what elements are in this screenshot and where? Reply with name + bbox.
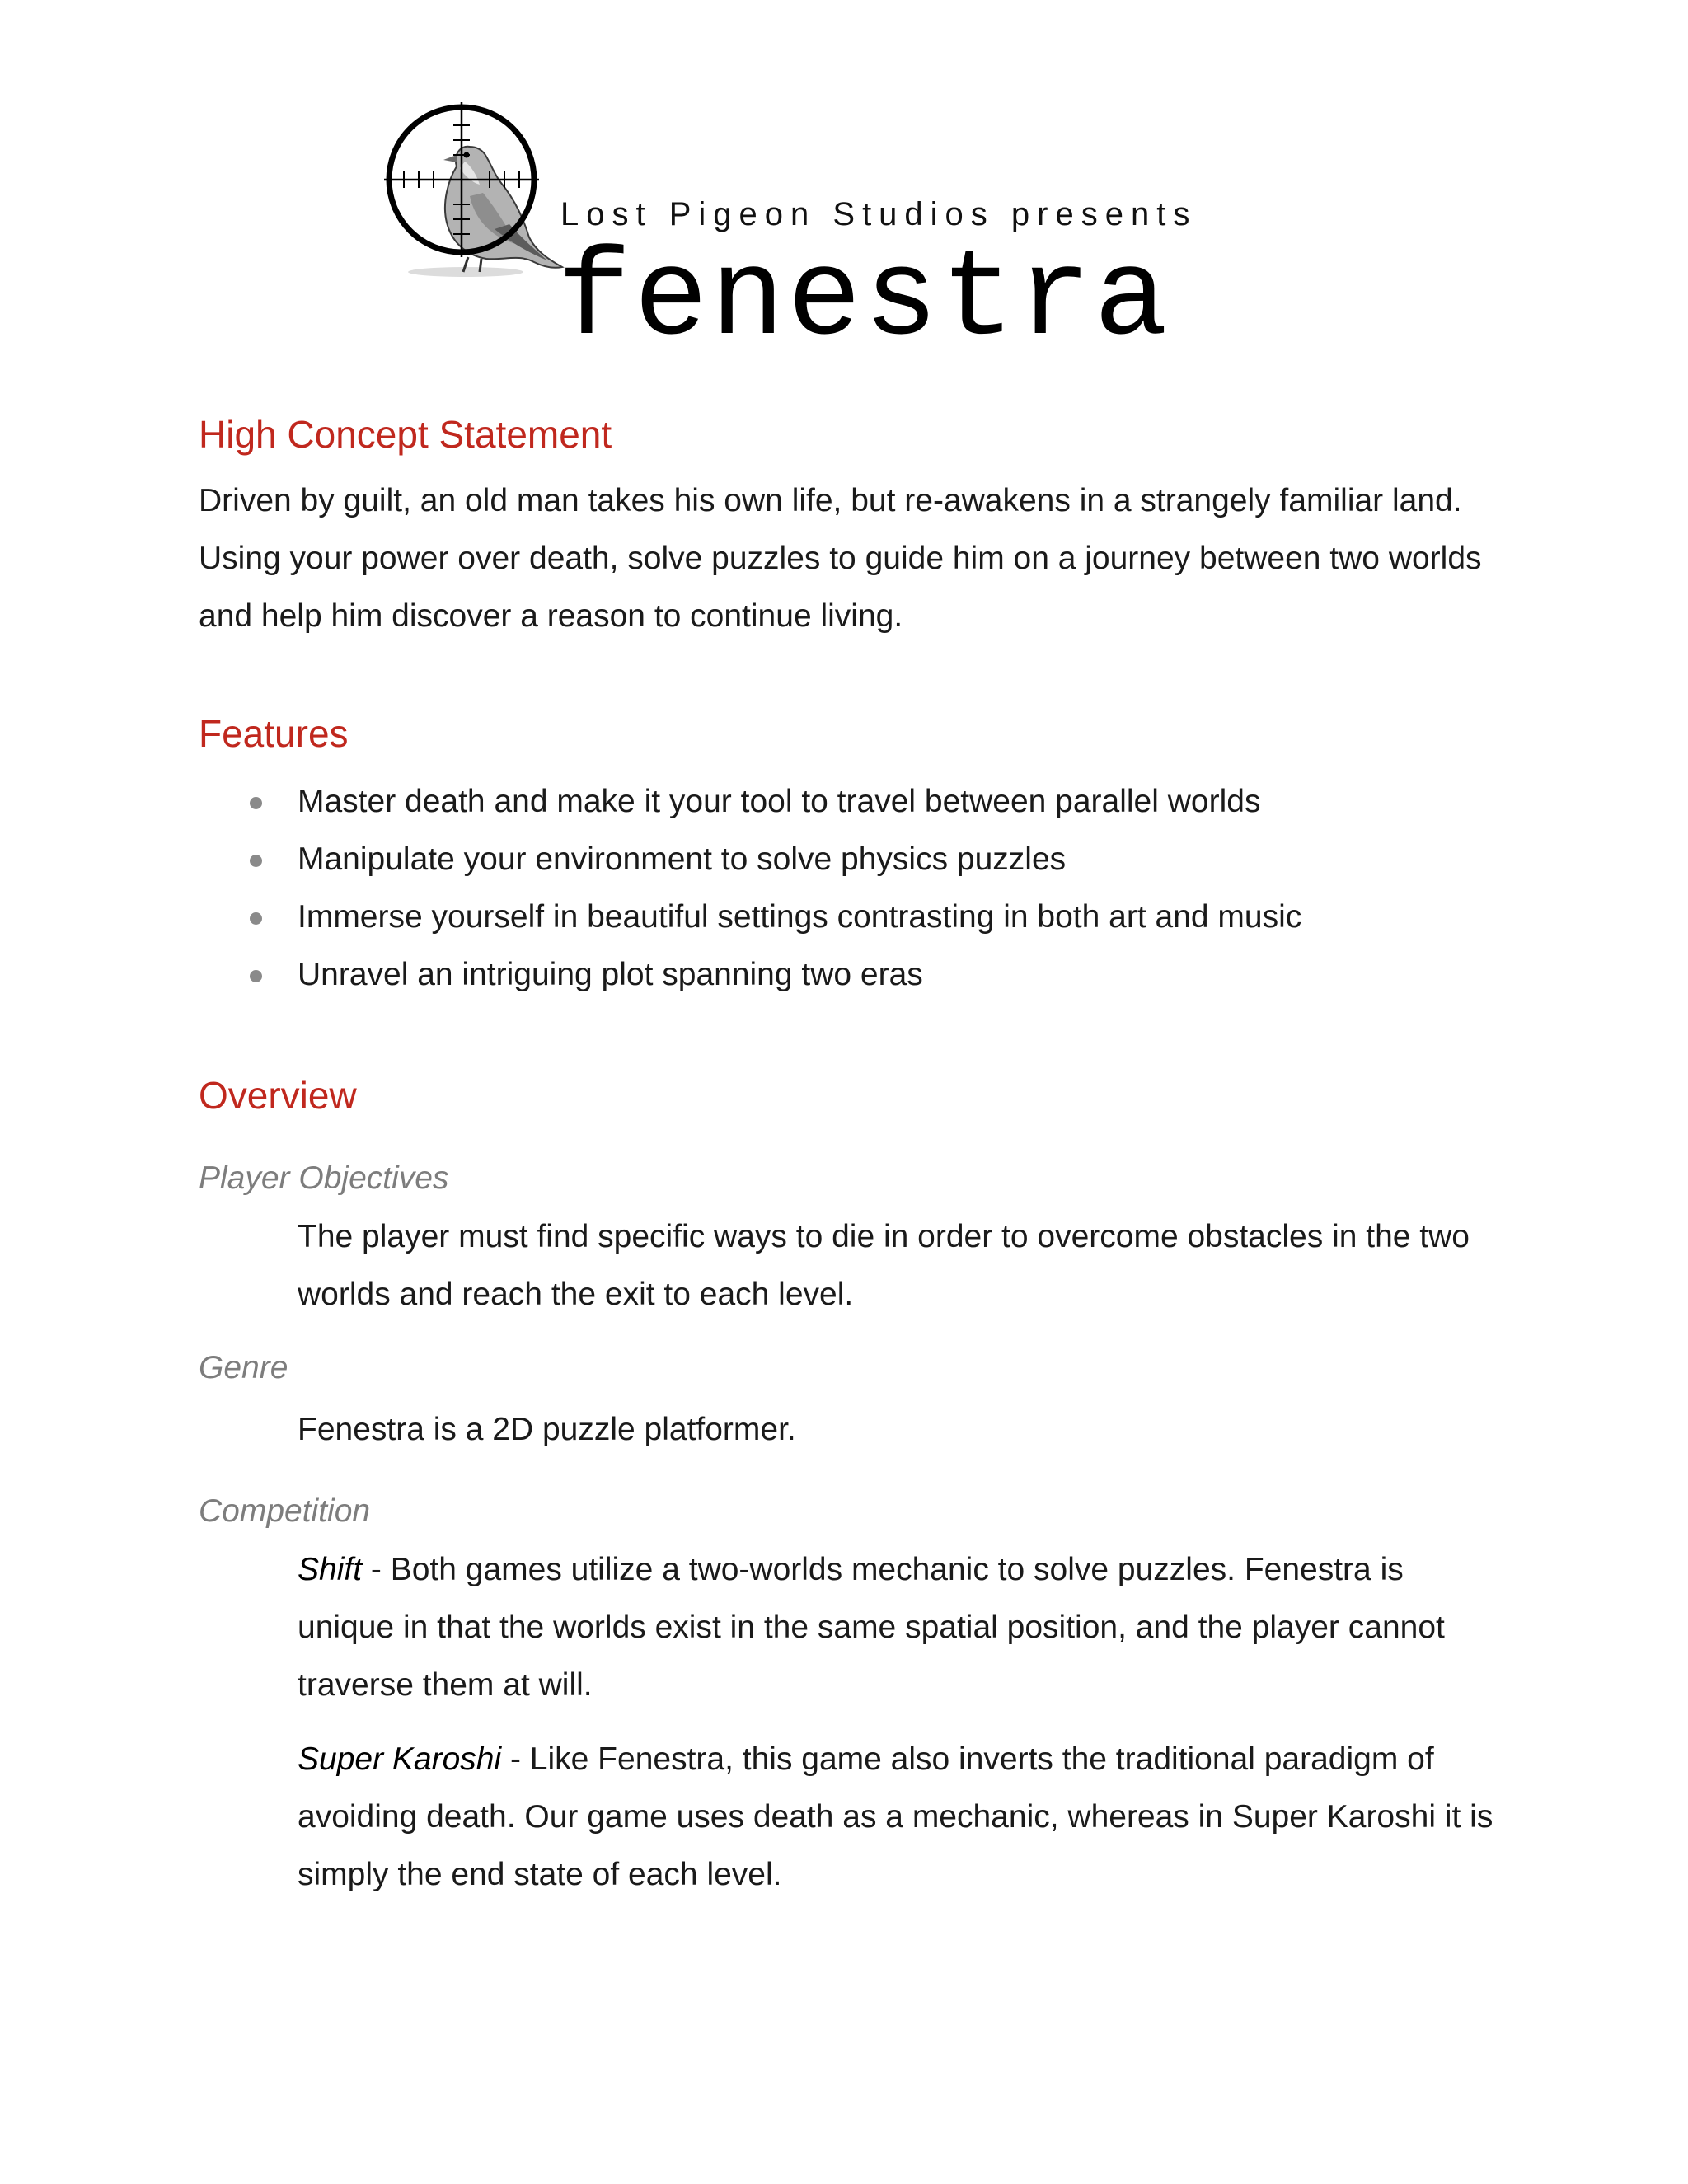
- competition-item-text: - Like Fenestra, this game also inverts the traditional paradigm of avoiding death. Our game uses death as a mechanic, whereas in Super Karoshi it is simply the end state of each level.: [298, 1741, 1493, 1892]
- high-concept-heading: High Concept Statement: [199, 413, 612, 456]
- competition-item-name: Shift: [298, 1552, 363, 1587]
- bullet-icon: [250, 970, 262, 982]
- competition-item-shift: [298, 1541, 1501, 1714]
- features-heading: Features: [199, 712, 349, 755]
- competition-item-name: Super Karoshi: [298, 1741, 502, 1777]
- player-objectives-text: The player must find specific ways to die in order to overcome obstacles in the two worlds and reach the exit to each level.: [298, 1219, 1470, 1312]
- features-list-item-text: Master death and make it your tool to travel between parallel worlds: [298, 784, 1261, 819]
- competition-heading: Competition: [199, 1493, 371, 1529]
- overview-heading: Overview: [199, 1074, 357, 1117]
- pigeon-crosshair-logo-icon: [371, 97, 577, 279]
- genre-heading: Genre: [199, 1350, 288, 1385]
- bullet-icon: [250, 855, 262, 867]
- features-list-item: [298, 831, 1301, 888]
- features-list: [298, 773, 1301, 1004]
- competition-item-text: - Both games utilize a two-worlds mechanic to solve puzzles. Fenestra is unique in that the worlds exist in the same spatial position, and the player cannot traverse them at will.: [298, 1552, 1445, 1703]
- features-list-item-text: Immerse yourself in beautiful settings contrasting in both art and music: [298, 899, 1302, 935]
- studio-presents-line: Lost Pigeon Studios presents: [560, 196, 1198, 232]
- competition-item-super-karoshi: [298, 1731, 1501, 1904]
- features-list-item-text: Unravel an intriguing plot spanning two eras: [298, 957, 923, 992]
- bullet-icon: [250, 912, 262, 925]
- features-list-item: [298, 888, 1301, 946]
- features-list-item: [298, 946, 1301, 1004]
- player-objectives-heading: Player Objectives: [199, 1160, 449, 1196]
- game-title: fenestra: [557, 231, 1171, 371]
- genre-text: Fenestra is a 2D puzzle platformer.: [298, 1412, 796, 1447]
- features-list-item-text: Manipulate your environment to solve physics puzzles: [298, 841, 1067, 877]
- high-concept-text: Driven by guilt, an old man takes his own life, but re-awakens in a strangely familiar land. Using your power over death, solve puzzles to guide him on a journey between two worlds and help him discover a reason to continue living.: [199, 483, 1482, 634]
- features-list-item: [298, 773, 1301, 831]
- bullet-icon: [250, 797, 262, 809]
